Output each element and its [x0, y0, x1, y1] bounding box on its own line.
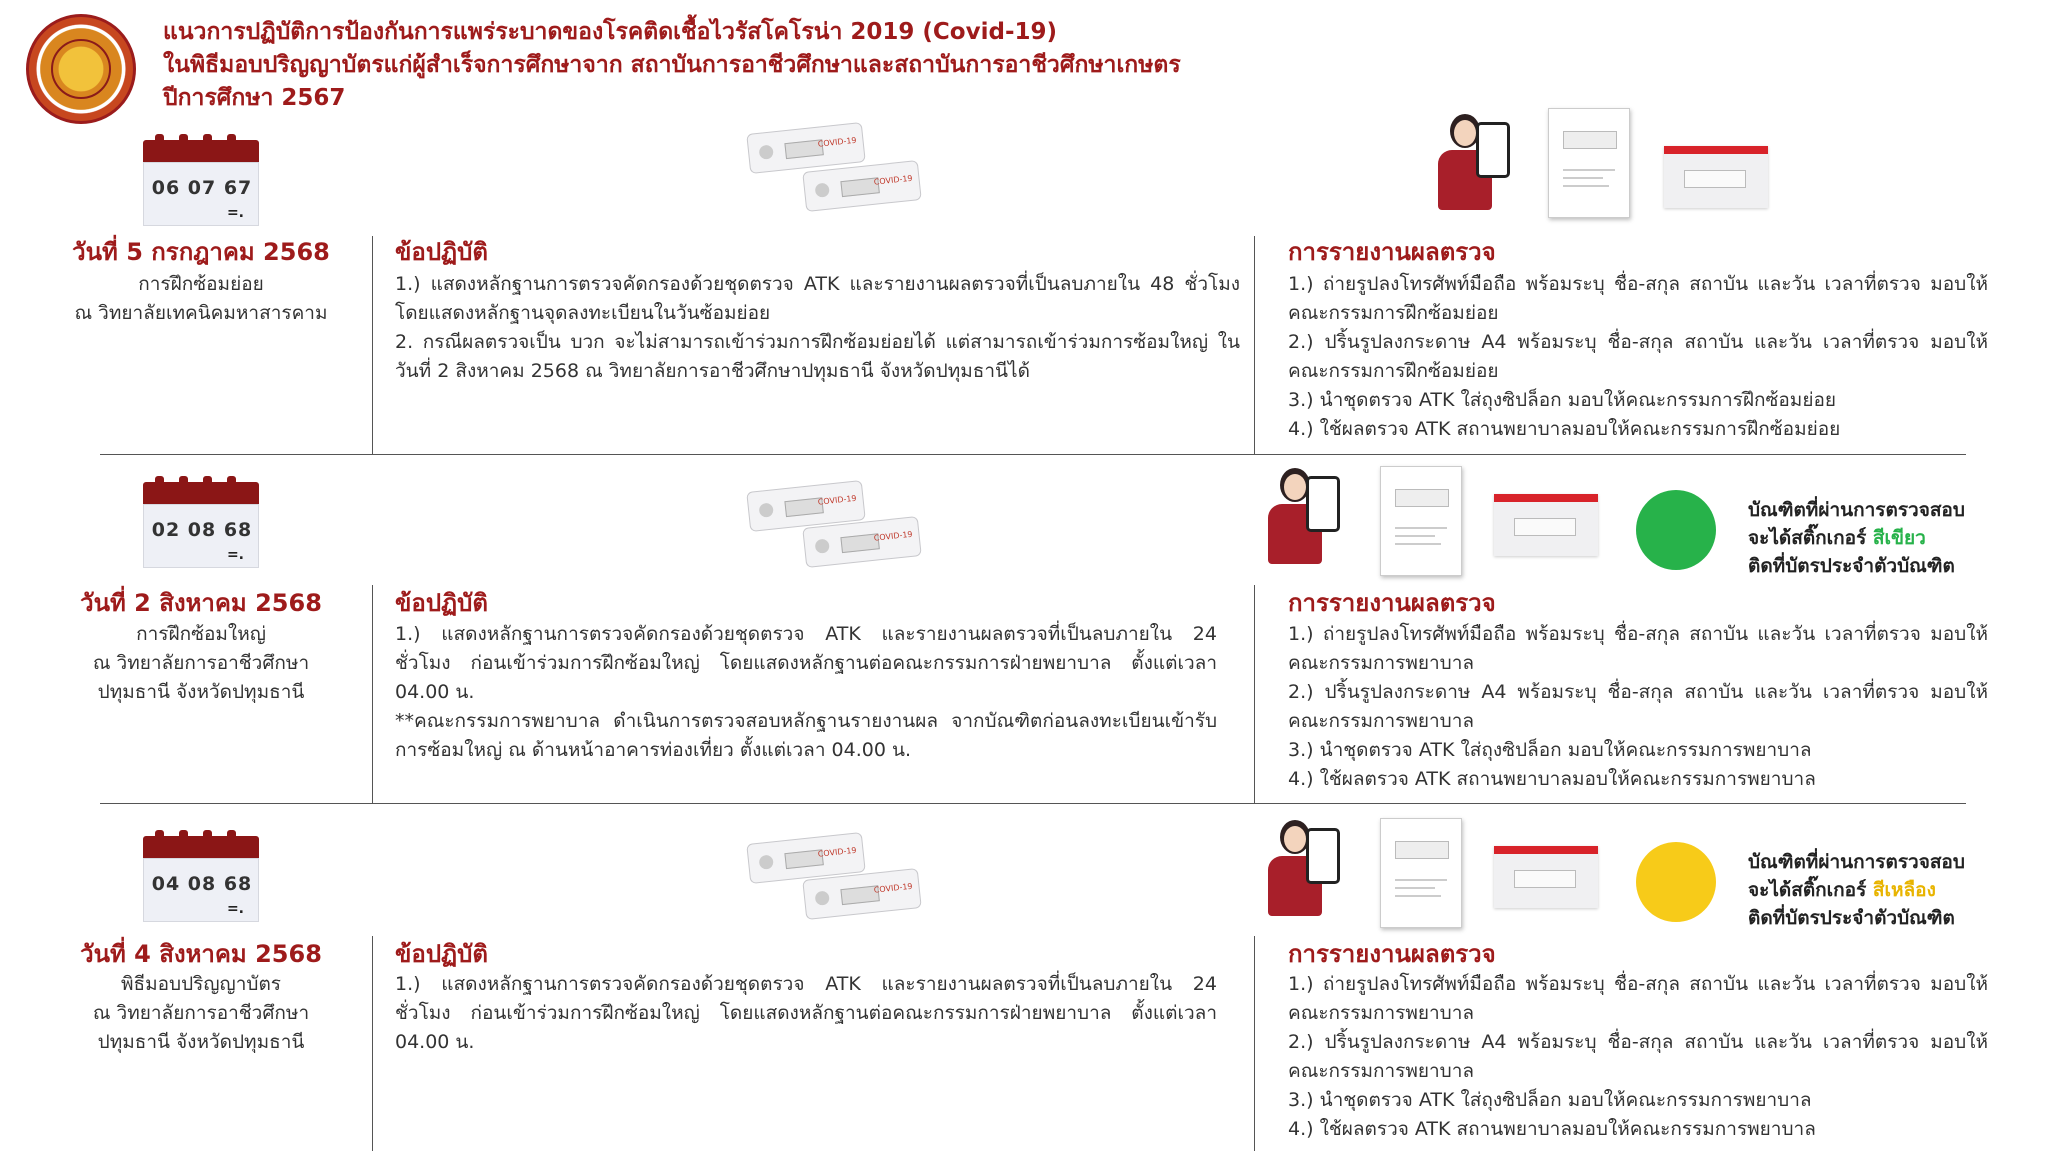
person-with-phone-icon — [1260, 818, 1330, 928]
atk-test-kit-icon: COVID-19 — [802, 516, 922, 568]
sticker-note: บัณฑิตที่ผ่านการตรวจสอบ จะได้สติ๊กเกอร์ สีเหลือง ติดที่บัตรประจำตัวบัณฑิต — [1748, 851, 1965, 929]
atk-test-kit-icon: COVID-19 — [746, 122, 866, 174]
report-text: 1.) ถ่ายรูปลงโทรศัพท์มือถือ พร้อมระบุ ชื่อ-สกุล สถาบัน และวัน เวลาที่ตรวจ มอบให้คณะกรรมการพยาบาล 2.) ปริ้นรูปลงกระดาษ A4 พร้อมระบุ ชื่อ-สกุล สถาบัน และวัน เวลาที่ตรวจ มอบให้คณะกรรมการพยาบาล 3.) นำชุดตรวจ ATK ใส่ถุงซิปล็อก มอบให้คณะกรรมการพยาบาล 4.) ใช้ผลตรวจ ATK สถานพยาบาลมอบให้คณะกรรมการพยาบาล — [1288, 623, 1988, 790]
report-heading: การรายงานผลตรวจ — [1288, 238, 1496, 266]
person-with-phone-icon — [1430, 112, 1500, 222]
report-text: 1.) ถ่ายรูปลงโทรศัพท์มือถือ พร้อมระบุ ชื่อ-สกุล สถาบัน และวัน เวลาที่ตรวจ มอบให้คณะกรรมการพยาบาล 2.) ปริ้นรูปลงกระดาษ A4 พร้อมระบุ ชื่อ-สกุล สถาบัน และวัน เวลาที่ตรวจ มอบให้คณะกรรมการพยาบาล 3.) นำชุดตรวจ ATK ใส่ถุงซิปล็อก มอบให้คณะกรรมการพยาบาล 4.) ใช้ผลตรวจ ATK สถานพยาบาลมอบให้คณะกรรมการพยาบาล — [1288, 973, 1988, 1140]
atk-test-kit-icon: COVID-19 — [802, 160, 922, 212]
section-divider — [100, 803, 1966, 804]
section-date-heading: วันที่ 4 สิงหาคม 2568 — [80, 940, 322, 968]
section-event: การฝึกซ้อมย่อย ณ วิทยาลัยเทคนิคมหาสารคาม — [74, 273, 328, 324]
calendar-icon: 06 07 67 =. — [143, 134, 259, 226]
atk-test-kit-icon: COVID-19 — [746, 832, 866, 884]
printed-a4-paper-icon — [1548, 108, 1630, 218]
header-title-line1: แนวการปฏิบัติการป้องกันการแพร่ระบาดของโรคติดเชื้อไวรัสโคโรน่า 2019 (Covid-19) — [163, 19, 1058, 45]
practice-heading: ข้อปฏิบัติ — [395, 589, 488, 617]
practice-text: 1.) แสดงหลักฐานการตรวจคัดกรองด้วยชุดตรวจ ATK และรายงานผลตรวจที่เป็นลบภายใน 48 ชั่วโมง โดยแสดงหลักฐานจุดลงทะเบียนในวันซ้อมย่อย 2. กรณีผลตรวจเป็น บวก จะไม่สามารถเข้าร่วมการฝึกซ้อมย่อยได้ แต่สามารถเข้าร่วมการซ้อมใหญ่ ในวันที่ 2 สิงหาคม 2568 ณ วิทยาลัยการอาชีวศึกษาปทุมธานี จังหวัดปทุมธานีได้ — [395, 273, 1240, 382]
printed-a4-paper-icon — [1380, 466, 1462, 576]
column-divider — [1254, 585, 1255, 803]
practice-text: 1.) แสดงหลักฐานการตรวจคัดกรองด้วยชุดตรวจ ATK และรายงานผลตรวจที่เป็นลบภายใน 24 ชั่วโมง ก่อนเข้าร่วมการฝึกซ้อมใหญ่ โดยแสดงหลักฐานต่อคณะกรรมการฝ่ายพยาบาล ตั้งแต่เวลา 04.00 น. — [395, 973, 1217, 1053]
column-divider — [1254, 236, 1255, 454]
section-date-heading: วันที่ 5 กรกฎาคม 2568 — [72, 238, 330, 266]
section-divider — [100, 454, 1966, 455]
section-date-heading: วันที่ 2 สิงหาคม 2568 — [80, 589, 322, 617]
person-with-phone-icon — [1260, 466, 1330, 576]
header-title-line2: ในพิธีมอบปริญญาบัตรแก่ผู้สำเร็จการศึกษาจาก สถาบันการอาชีวศึกษาและสถาบันการอาชีวศึกษาเกษตร — [163, 52, 1181, 78]
column-divider — [372, 236, 373, 454]
practice-text: 1.) แสดงหลักฐานการตรวจคัดกรองด้วยชุดตรวจ ATK และรายงานผลตรวจที่เป็นลบภายใน 24 ชั่วโมง ก่อนเข้าร่วมการฝึกซ้อมใหญ่ โดยแสดงหลักฐานต่อคณะกรรมการฝ่ายพยาบาล ตั้งแต่เวลา 04.00 น. **คณะกรรมการพยาบาล ดำเนินการตรวจสอบหลักฐานรายงานผล จากบัณฑิตก่อนลงทะเบียนเข้ารับการซ้อมใหญ่ ณ ด้านหน้าอาคารท่องเที่ยว ตั้งแต่เวลา 04.00 น. — [395, 623, 1217, 761]
yellow-sticker-dot — [1636, 842, 1716, 922]
report-text: 1.) ถ่ายรูปลงโทรศัพท์มือถือ พร้อมระบุ ชื่อ-สกุล สถาบัน และวัน เวลาที่ตรวจ มอบให้คณะกรรมการฝึกซ้อมย่อย 2.) ปริ้นรูปลงกระดาษ A4 พร้อมระบุ ชื่อ-สกุล สถาบัน และวัน เวลาที่ตรวจ มอบให้คณะกรรมการฝึกซ้อมย่อย 3.) นำชุดตรวจ ATK ใส่ถุงซิปล็อก มอบให้คณะกรรมการฝึกซ้อมย่อย 4.) ใช้ผลตรวจ ATK สถานพยาบาลมอบให้คณะกรรมการฝึกซ้อมย่อย — [1288, 273, 1988, 440]
report-heading: การรายงานผลตรวจ — [1288, 589, 1496, 617]
printed-a4-paper-icon — [1380, 818, 1462, 928]
institution-logo — [26, 14, 136, 124]
sticker-color-green: สีเขียว — [1872, 527, 1926, 549]
atk-test-kit-icon: COVID-19 — [746, 480, 866, 532]
sticker-note: บัณฑิตที่ผ่านการตรวจสอบ จะได้สติ๊กเกอร์ สีเขียว ติดที่บัตรประจำตัวบัณฑิต — [1748, 499, 1965, 577]
green-sticker-dot — [1636, 490, 1716, 570]
calendar-icon: 02 08 68 =. — [143, 476, 259, 568]
zip-bag-atk-icon — [1494, 494, 1598, 556]
calendar-date: 04 08 68 — [151, 873, 253, 895]
report-heading: การรายงานผลตรวจ — [1288, 940, 1496, 968]
zip-bag-atk-icon — [1494, 846, 1598, 908]
calendar-icon: 04 08 68 =. — [143, 830, 259, 922]
column-divider — [372, 936, 373, 1151]
zip-bag-atk-icon — [1664, 146, 1768, 208]
practice-heading: ข้อปฏิบัติ — [395, 940, 488, 968]
calendar-date: 02 08 68 — [151, 519, 253, 541]
practice-heading: ข้อปฏิบัติ — [395, 238, 488, 266]
calendar-date: 06 07 67 — [151, 177, 253, 199]
sticker-color-yellow: สีเหลือง — [1872, 879, 1936, 901]
header-title-line3: ปีการศึกษา 2567 — [163, 85, 346, 111]
column-divider — [372, 585, 373, 803]
column-divider — [1254, 936, 1255, 1151]
section-event: พิธีมอบปริญญาบัตร ณ วิทยาลัยการอาชีวศึกษา ปทุมธานี จังหวัดปทุมธานี — [92, 973, 310, 1053]
atk-test-kit-icon: COVID-19 — [802, 868, 922, 920]
section-event: การฝึกซ้อมใหญ่ ณ วิทยาลัยการอาชีวศึกษา ปทุมธานี จังหวัดปทุมธานี — [92, 623, 310, 703]
